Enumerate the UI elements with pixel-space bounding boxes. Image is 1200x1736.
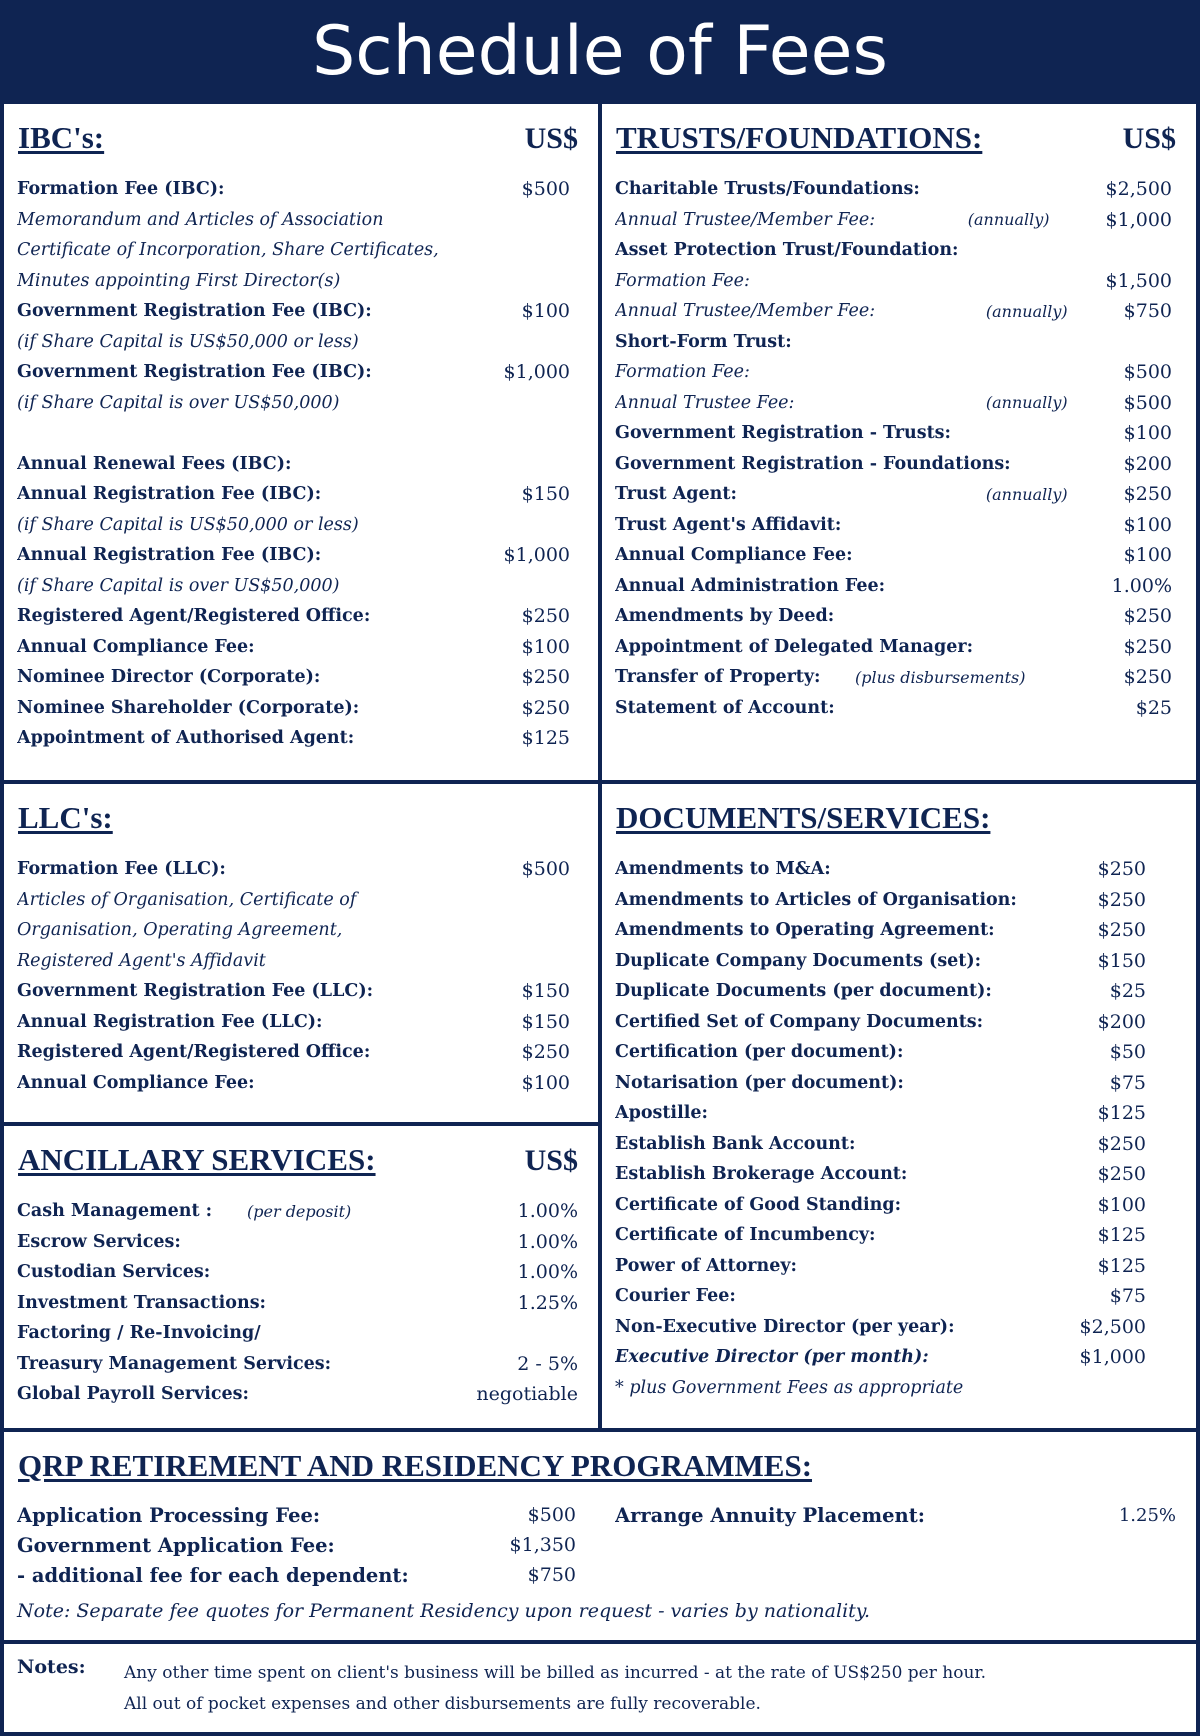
fee-row [615,1312,1146,1343]
fee-row [17,915,570,946]
fee-amount: $1,000 [503,544,570,567]
fee-label: Memorandum and Articles of Association [17,209,384,230]
fee-label: Annual Trustee/Member Fee: [615,209,876,230]
fee-row [615,1037,1146,1068]
fee-row [615,885,1146,916]
fee-row [615,632,1172,663]
fee-amount: $125 [1097,1254,1146,1277]
fee-amount: $75 [1109,1285,1146,1308]
fee-amount: $100 [521,635,570,658]
fee-row [615,540,1172,571]
fee-amount: $250 [1097,888,1146,911]
fee-row [615,1500,1176,1530]
fee-row [17,296,570,327]
fee-row [615,976,1146,1007]
fee-label: Amendments to Operating Agreement: [615,920,995,941]
fee-amount: $250 [521,696,570,719]
fee-label: (if Share Capital is US$50,000 or less) [17,514,359,535]
ibc-fee-list [17,174,570,754]
fee-label: Courier Fee: [615,1286,736,1307]
fee-label: - additional fee for each dependent: [17,1563,409,1587]
fee-label: Global Payroll Services: [17,1384,249,1405]
ibc-currency: US$ [524,122,578,155]
fee-label: Certified Set of Company Documents: [615,1011,984,1032]
fee-label: Establish Brokerage Account: [615,1164,908,1185]
fee-row [17,1379,578,1410]
ancillary-fee-list [17,1196,578,1410]
fee-amount: $250 [521,666,570,689]
fee-label: Escrow Services: [17,1231,181,1252]
fee-label: Duplicate Documents (per document): [615,981,992,1002]
fee-label: Minutes appointing First Director(s) [17,270,341,291]
fee-amount: $750 [1123,300,1172,323]
fee-label: Annual Compliance Fee: [17,636,255,657]
fee-label: Annual Trustee/Member Fee: [615,301,876,322]
qrp-note: Note: Separate fee quotes for Permanent Residency upon request - varies by nationality. [17,1600,871,1622]
fee-label: Organisation, Operating Agreement, [17,920,343,941]
fee-label: Transfer of Property: [615,667,821,688]
fee-amount: $250 [1123,483,1172,506]
fee-label: Annual Compliance Fee: [615,545,853,566]
fee-row [615,1342,1146,1373]
fee-label: Formation Fee: [615,362,750,383]
fee-label: Annual Renewal Fees (IBC): [17,453,292,474]
fee-amount: $2,500 [1105,178,1172,201]
fee-row [17,723,570,754]
fee-label: Statement of Account: [615,697,835,718]
fee-amount: 1.00% [517,1261,578,1284]
fee-row [615,662,1172,693]
notes-text [124,1658,986,1720]
fee-label: Certification (per document): [615,1042,904,1063]
llc-heading: LLC's: [18,800,113,835]
fee-amount: $150 [521,483,570,506]
fee-row [615,174,1172,205]
fee-label: Short-Form Trust: [615,331,792,352]
fee-label: Formation Fee (IBC): [17,179,225,200]
fee-amount: $1,500 [1105,269,1172,292]
fee-label: Government Registration - Trusts: [615,423,951,444]
fee-row [615,693,1172,724]
fee-amount: $25 [1109,980,1146,1003]
fee-label: Government Application Fee: [17,1533,335,1557]
fee-amount: 1.25% [1118,1504,1176,1526]
ibc-section [4,104,598,780]
fee-label: Apostille: [615,1103,708,1124]
fee-label: Registered Agent's Affidavit [17,950,266,971]
fee-amount: $150 [1097,949,1146,972]
fee-label: Government Registration - Foundations: [615,453,1011,474]
fee-label: Annual Compliance Fee: [17,1072,255,1093]
qrp-section [4,1432,1196,1640]
fee-row [17,1227,578,1258]
fee-label: Formation Fee (LLC): [17,859,226,880]
fee-label: Duplicate Company Documents (set): [615,950,982,971]
fee-row [17,479,570,510]
fee-row [17,1349,578,1380]
fee-label: Amendments by Deed: [615,606,835,627]
fee-row [615,1007,1146,1038]
fee-row [17,205,570,236]
fee-note: (annually) [985,484,1068,504]
fee-row [17,601,570,632]
fee-row [615,915,1146,946]
fee-note: (annually) [985,301,1068,321]
fee-label: Trust Agent: [615,484,737,505]
trusts-heading: TRUSTS/FOUNDATIONS: [616,120,983,155]
fee-amount: $125 [1097,1224,1146,1247]
fee-row [615,235,1172,266]
trusts-fee-list [615,174,1172,723]
fee-amount: $250 [1097,1163,1146,1186]
qrp-right-fee-list [615,1500,1176,1530]
fee-amount: $250 [1123,605,1172,628]
fee-label: Custodian Services: [17,1262,211,1283]
fee-label: Power of Attorney: [615,1255,797,1276]
fee-row [615,1373,1146,1404]
trusts-currency: US$ [1122,122,1176,155]
fee-label: Formation Fee: [615,270,750,291]
fee-row [17,693,570,724]
fee-amount: $125 [1097,1102,1146,1125]
fee-row [615,266,1172,297]
fee-amount: $250 [1097,1132,1146,1155]
fee-label: Treasury Management Services: [17,1353,332,1374]
fee-amount: $250 [1123,635,1172,658]
fee-row [615,479,1172,510]
fee-label: Application Processing Fee: [17,1503,321,1527]
notes-label: Notes: [17,1656,86,1678]
fee-amount: 1.25% [517,1291,578,1314]
fee-label: Registered Agent/Registered Office: [17,606,371,627]
fee-label: Certificate of Good Standing: [615,1194,902,1215]
fee-row [17,1007,570,1038]
fee-amount: $100 [521,1071,570,1094]
fee-label: Certificate of Incorporation, Share Certificates, [17,240,439,261]
fee-row [17,327,570,358]
fee-row [17,266,570,297]
fee-row [615,1068,1146,1099]
fee-row [615,1220,1146,1251]
fee-row [615,1098,1146,1129]
fee-row [17,1037,570,1068]
fee-row [615,1129,1146,1160]
fee-row [17,1560,576,1590]
fee-row [17,449,570,480]
fee-row [17,1318,578,1349]
fee-row [17,1257,578,1288]
fee-label: Annual Registration Fee (IBC): [17,545,322,566]
fee-row [615,510,1172,541]
fee-row [17,662,570,693]
fee-amount: $500 [1123,391,1172,414]
fee-label: Establish Bank Account: [615,1133,856,1154]
fee-label: Annual Trustee Fee: [615,392,795,413]
fee-amount: 1.00% [1111,574,1172,597]
fee-row [615,1190,1146,1221]
fee-row [17,946,570,977]
fee-amount: $1,350 [509,1534,576,1556]
fee-row [615,388,1172,419]
ancillary-heading: ANCILLARY SERVICES: [18,1142,376,1177]
fee-row [615,1251,1146,1282]
fee-label: Appointment of Delegated Manager: [615,636,974,657]
fee-row [17,510,570,541]
llc-section [4,784,598,1122]
fee-row [615,449,1172,480]
fee-amount: $200 [1097,1010,1146,1033]
fee-label: Certificate of Incumbency: [615,1225,876,1246]
fee-label: Government Registration Fee (IBC): [17,362,372,383]
fee-row [17,1288,578,1319]
fee-label: (if Share Capital is over US$50,000) [17,392,340,413]
fee-row [615,418,1172,449]
fee-amount: $100 [521,300,570,323]
fee-label: (if Share Capital is over US$50,000) [17,575,340,596]
fee-label: Charitable Trusts/Foundations: [615,179,920,200]
fee-row [615,357,1172,388]
fee-label: Nominee Director (Corporate): [17,667,321,688]
fee-label: Non-Executive Director (per year): [615,1316,955,1337]
notes-section [4,1644,1196,1732]
fee-label: Asset Protection Trust/Foundation: [615,240,959,261]
qrp-heading: QRP RETIREMENT AND RESIDENCY PROGRAMMES: [18,1448,813,1483]
fee-amount: $500 [521,858,570,881]
fee-row [17,632,570,663]
page-title: Schedule of Fees [4,0,1196,104]
fee-amount: $125 [521,727,570,750]
fee-amount: $100 [1123,513,1172,536]
fee-amount: $1,000 [503,361,570,384]
fee-row [17,235,570,266]
fee-amount: $250 [521,1041,570,1064]
documents-heading: DOCUMENTS/SERVICES: [616,800,991,835]
fee-amount: 2 - 5% [517,1352,578,1375]
fee-amount: $100 [1123,422,1172,445]
fee-label: Executive Director (per month): [615,1347,929,1368]
notes-line: Any other time spent on client's business will be billed as incurred - at the rate of US$250 per hour. [124,1663,987,1683]
trusts-section [602,104,1196,780]
ibc-heading: IBC's: [18,120,105,155]
fee-amount: $100 [1123,544,1172,567]
fee-label: Arrange Annuity Placement: [615,1503,925,1527]
fee-row [615,1159,1146,1190]
fee-row [615,571,1172,602]
fee-label: Amendments to M&A: [615,859,831,880]
fee-amount: $25 [1135,696,1172,719]
fee-note: (per deposit) [247,1201,352,1221]
fee-amount: $100 [1097,1193,1146,1216]
fee-row [17,1530,576,1560]
fee-row [17,540,570,571]
fee-amount: $250 [1097,919,1146,942]
fee-amount: 1.00% [517,1230,578,1253]
fee-note: (plus disbursements) [855,667,1026,687]
ancillary-currency: US$ [524,1144,578,1177]
notes-line: All out of pocket expenses and other disbursements are fully recoverable. [124,1694,761,1714]
fee-amount: negotiable [476,1383,578,1406]
fee-row [17,1196,578,1227]
fee-label: (if Share Capital is US$50,000 or less) [17,331,359,352]
fee-amount: $50 [1109,1041,1146,1064]
fee-amount: $500 [1123,361,1172,384]
fee-label: Investment Transactions: [17,1292,267,1313]
fee-amount: $250 [521,605,570,628]
fee-label: Articles of Organisation, Certificate of [17,889,357,910]
fee-amount: $750 [527,1564,576,1586]
ancillary-section [4,1126,598,1428]
fee-label: Government Registration Fee (IBC): [17,301,372,322]
fee-label: Amendments to Articles of Organisation: [615,889,1017,910]
fee-amount: $1,000 [1105,208,1172,231]
fee-row [17,885,570,916]
fee-row [17,976,570,1007]
fee-row [615,946,1146,977]
fee-label: Cash Management : [17,1201,213,1222]
fee-row [615,296,1172,327]
documents-section [602,784,1196,1428]
fee-row [17,571,570,602]
fee-row [17,854,570,885]
fee-label: Factoring / Re-Invoicing/ [17,1323,261,1344]
fee-row [17,1500,576,1530]
fee-amount: $75 [1109,1071,1146,1094]
fee-label: Government Registration Fee (LLC): [17,981,374,1002]
documents-fee-list [615,854,1146,1403]
fee-row [615,854,1146,885]
fee-note: (annually) [985,393,1068,413]
fee-label: Notarisation (per document): [615,1072,904,1093]
fee-amount: $1,000 [1079,1346,1146,1369]
llc-fee-list [17,854,570,1098]
fee-label: Nominee Shareholder (Corporate): [17,697,360,718]
fee-label: Appointment of Authorised Agent: [17,728,355,749]
fee-note: (annually) [967,210,1050,230]
fee-label: Registered Agent/Registered Office: [17,1042,371,1063]
qrp-left-fee-list [17,1500,576,1590]
fee-row [615,205,1172,236]
fee-label: Annual Registration Fee (LLC): [17,1011,323,1032]
fee-label: Trust Agent's Affidavit: [615,514,842,535]
fee-row [17,357,570,388]
fee-amount: 1.00% [517,1200,578,1223]
fee-amount: $150 [521,1010,570,1033]
fee-amount: $2,500 [1079,1315,1146,1338]
fee-row [17,418,570,449]
fee-row [615,327,1172,358]
fee-amount: $500 [527,1504,576,1526]
fee-row [615,601,1172,632]
fee-amount: $200 [1123,452,1172,475]
fee-row [17,174,570,205]
fee-amount: $500 [521,178,570,201]
fee-row [17,1068,570,1099]
fee-label: Annual Registration Fee (IBC): [17,484,322,505]
fee-amount: $150 [521,980,570,1003]
fee-label: Annual Administration Fee: [615,575,886,596]
fee-label: * plus Government Fees as appropriate [615,1377,964,1398]
fee-row [615,1281,1146,1312]
fee-amount: $250 [1123,666,1172,689]
fee-row [17,388,570,419]
fee-amount: $250 [1097,858,1146,881]
